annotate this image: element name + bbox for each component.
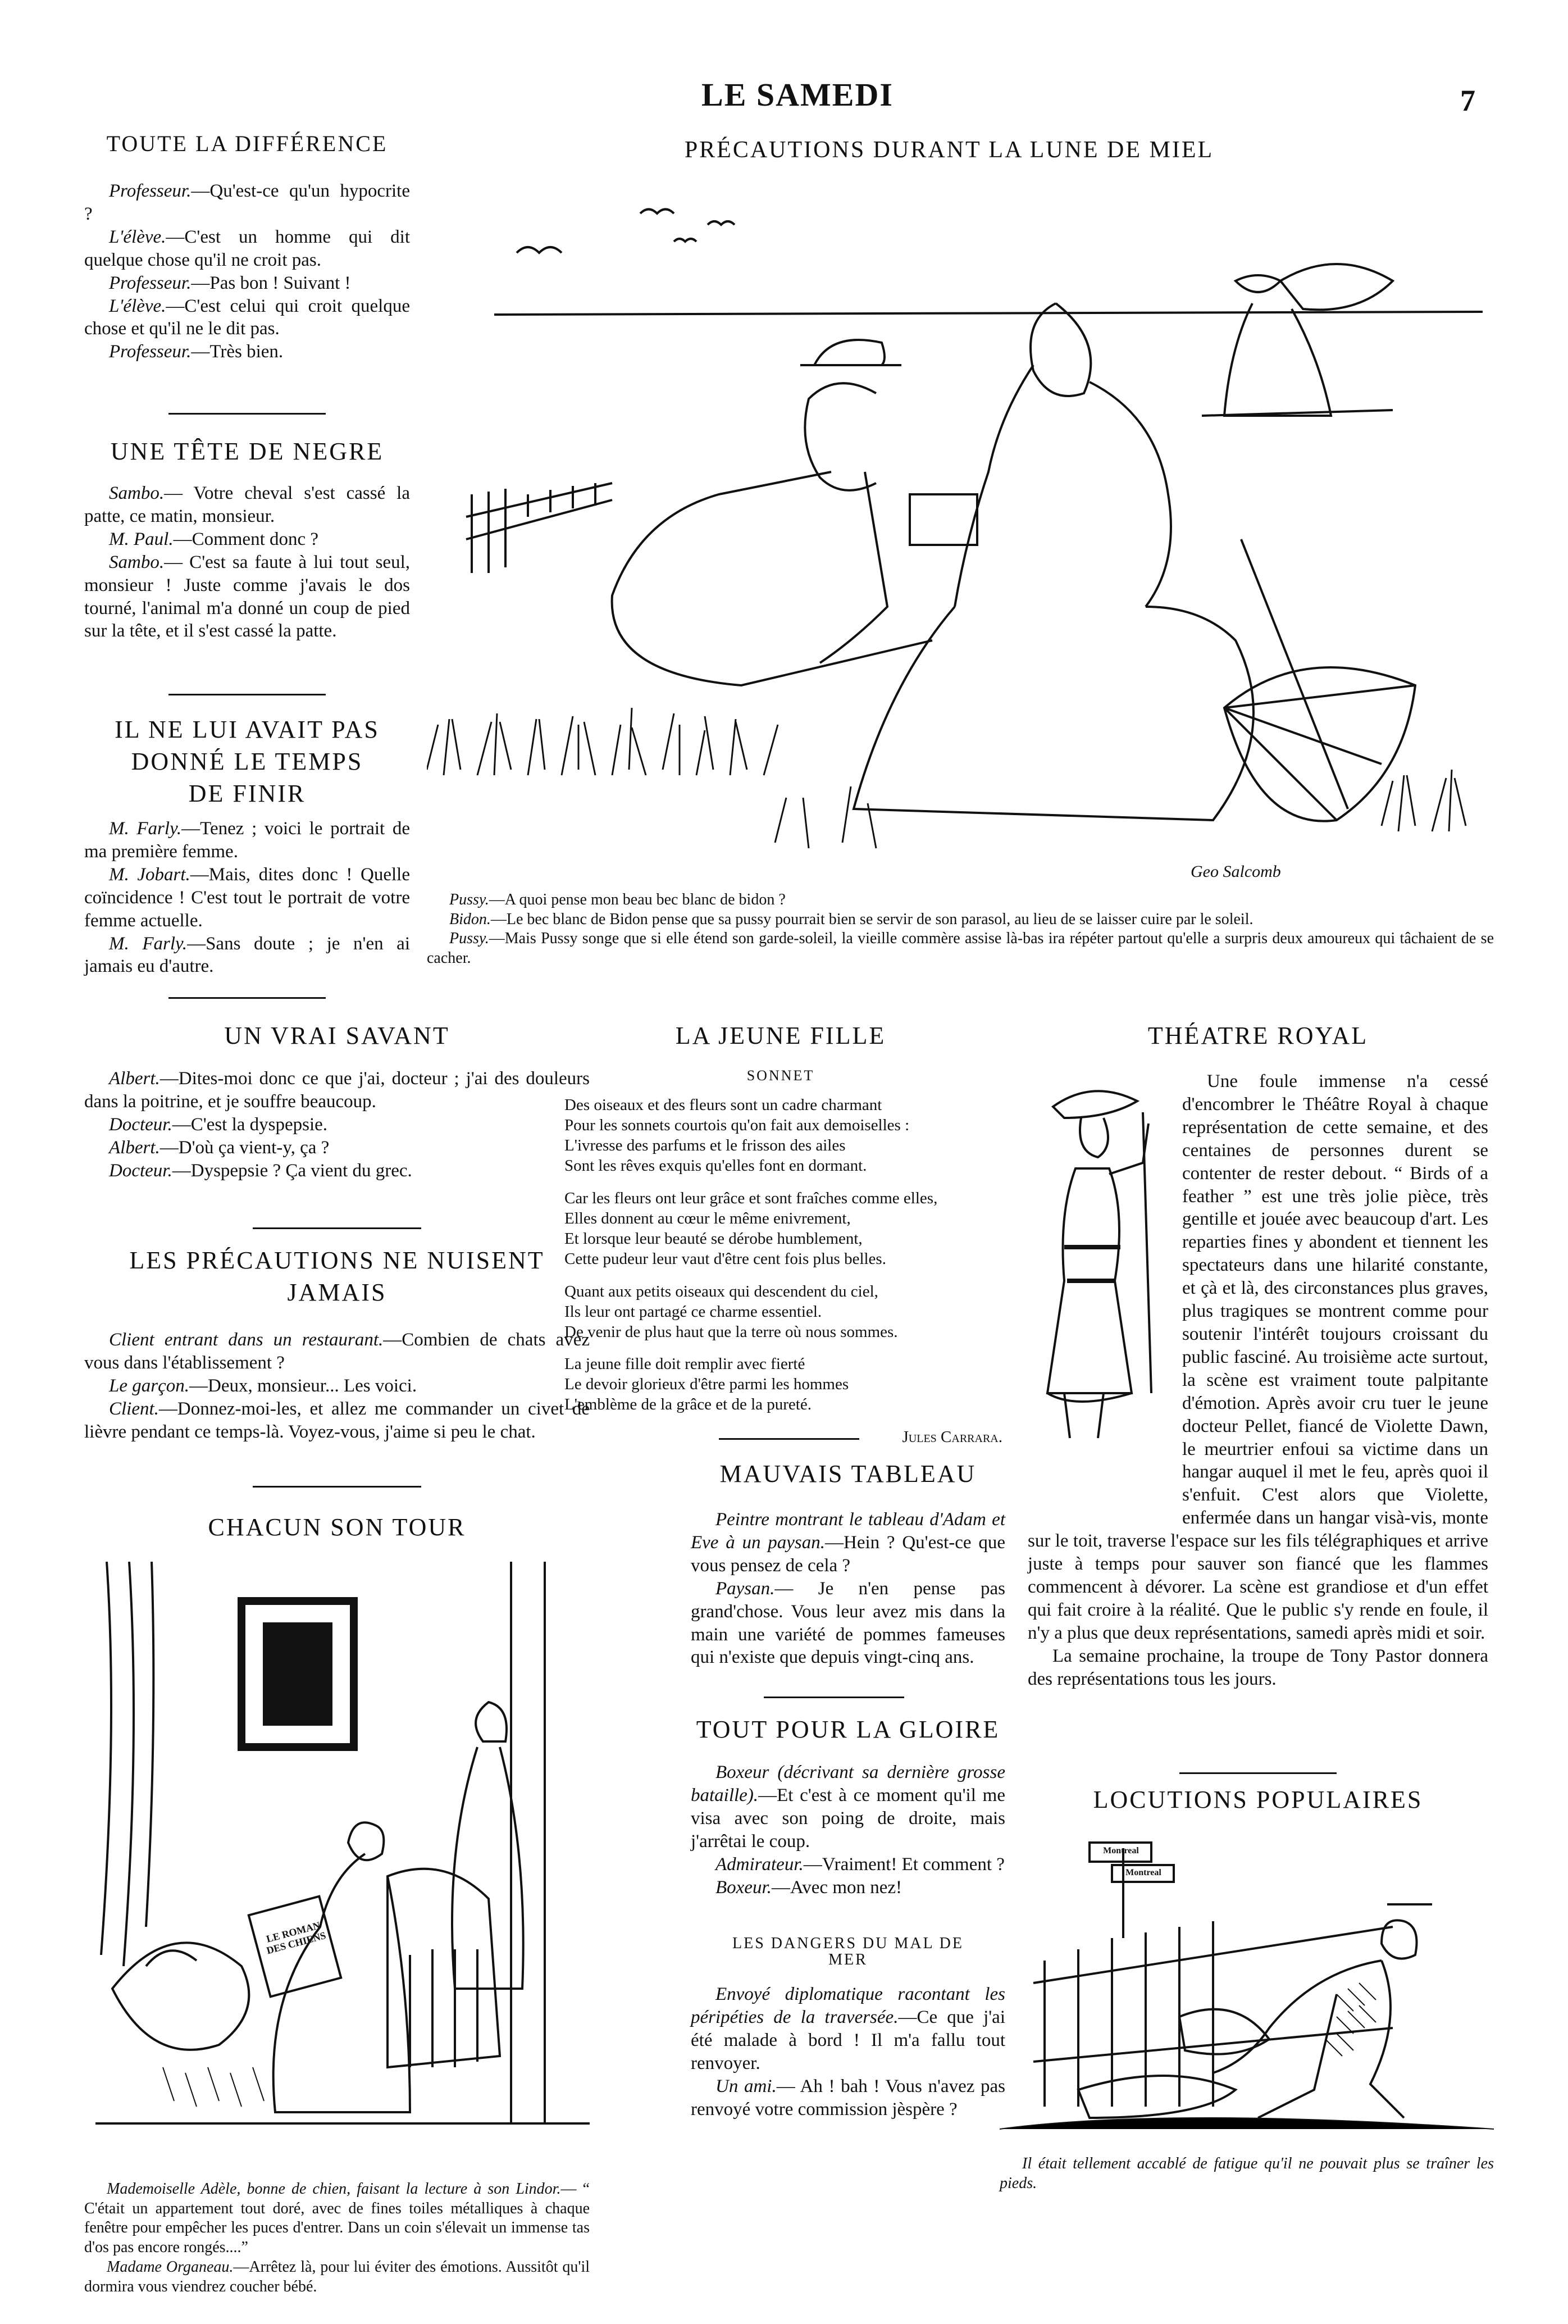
divider bbox=[764, 1697, 904, 1698]
dialogue-line: Boxeur.—Avec mon nez! bbox=[715, 1877, 902, 1898]
dialogue-line: Professeur.—Pas bon ! Suivant ! bbox=[109, 272, 351, 293]
heading-precautions-nuisent: LES PRÉCAUTIONS NE NUISENT JAMAIS bbox=[129, 1247, 545, 1307]
dialogue-line: Sambo.— C'est sa faute à lui tout seul, monsieur ! Juste comme j'avais le dos tourné, l'animal m'a donné un coup de pied sur la tête, et il s'est cassé la patte. bbox=[84, 552, 410, 642]
illustration-locutions bbox=[1000, 1826, 1494, 2140]
heading-precautions-lune-de-miel: PRÉCAUTIONS DURANT LA LUNE DE MIEL bbox=[684, 137, 1214, 163]
paragraph: La semaine prochaine, la troupe de Tony Pastor donnera des représentations tous les jours. bbox=[1028, 1645, 1488, 1689]
dialogue-line: Envoyé diplomatique racontant les péripéties de la traversée.—Ce que j'ai été malade à bord ! Il m'a fallu tout renvoyer. bbox=[691, 1984, 1005, 2073]
caption-honeymoon bbox=[427, 890, 1494, 968]
poem-author: Jules Carrara. bbox=[902, 1428, 1002, 1447]
dialogue-line: M. Farly.—Sans doute ; je n'en ai jamais eu d'autre. bbox=[84, 933, 410, 977]
heading-la-jeune-fille: LA JEUNE FILLE bbox=[675, 1022, 886, 1049]
dialogue-line: Docteur.—Dyspepsie ? Ça vient du grec. bbox=[109, 1160, 412, 1181]
article-il-ne-lui bbox=[84, 817, 410, 978]
dialogue-line: Albert.—Dites-moi donc ce que j'ai, docteur ; j'ai des douleurs dans la poitrine, et je souffre beaucoup. bbox=[84, 1068, 590, 1112]
heading-locutions-populaires: LOCUTIONS POPULAIRES bbox=[1093, 1786, 1423, 1813]
caption-line: Bidon.—Le bec blanc de Bidon pense que sa pussy pourrait bien se servir de son parasol, au lieu de se laisser cuire par le soleil. bbox=[449, 910, 1254, 928]
dialogue-line: Professeur.—Très bien. bbox=[109, 342, 284, 362]
dialogue-line: Client entrant dans un restaurant.—Combien de chats avez vous dans l'établissement ? bbox=[84, 1330, 590, 1373]
dialogue-line: Admirateur.—Vraiment! Et comment ? bbox=[715, 1854, 1005, 1875]
caption-line: Pussy.—Mais Pussy songe que si elle étend son garde-soleil, la vieille commère assise là-bas ira répéter partout qu'elle a surpris deux amoureux qui tâchaient de se cacher. bbox=[427, 930, 1494, 967]
sign-post-label: Montreal bbox=[1125, 1868, 1161, 1877]
dialogue-line: Peintre montrant le tableau d'Adam et Eve à un paysan.—Hein ? Qu'est-ce que vous pensez de cela ? bbox=[691, 1509, 1005, 1576]
dialogue-line: Professeur.—Qu'est-ce qu'un hypocrite ? bbox=[84, 181, 410, 224]
illustration-chacun-son-tour bbox=[95, 1562, 590, 2168]
divider bbox=[1179, 1772, 1337, 1774]
dialogue-line: M. Paul.—Comment donc ? bbox=[109, 529, 319, 549]
dialogue-line: Un ami.— Ah ! bah ! Vous n'avez pas renvoyé votre commission jèspère ? bbox=[691, 2076, 1005, 2120]
article-toute-la-difference bbox=[84, 180, 410, 363]
stanza: Quant aux petits oiseaux qui descendent du ciel, Ils leur ont partagé ce charme essentiel. De venir de plus haut que la terre où nous sommes. bbox=[564, 1282, 898, 1341]
dialogue-line: Sambo.— Votre cheval s'est cassé la patte, ce matin, monsieur. bbox=[84, 483, 410, 526]
dialogue-line: Le garçon.—Deux, monsieur... Les voici. bbox=[109, 1375, 417, 1396]
article-dangers-mal-de-mer bbox=[691, 1983, 1005, 2121]
sign-post-label: Montreal bbox=[1103, 1846, 1139, 1855]
dialogue-line: Paysan.— Je n'en pense pas grand'chose. Vous leur avez mis dans la main une variété de pommes fameuses qui n'existe que depuis vingt-cinq ans. bbox=[691, 1578, 1005, 1668]
divider bbox=[253, 1227, 421, 1229]
article-precautions-nuisent bbox=[84, 1329, 590, 1444]
heading-une-tete-de-negre: UNE TÊTE DE NEGRE bbox=[110, 438, 384, 465]
article-mauvais-tableau bbox=[691, 1508, 1005, 1669]
masthead: LE SAMEDI bbox=[701, 76, 894, 113]
stanza: La jeune fille doit remplir avec fierté Le devoir glorieux d'être parmi les hommes L'emblème de la grâce et de la pureté. bbox=[564, 1355, 849, 1414]
divider bbox=[253, 1486, 421, 1488]
paragraph: Une foule immense n'a cessé d'encombrer le Théâtre Royal à chaque représentation de cette semaine, et des centaines de personnes durent se contenter de rester debout. “ Birds of a feather ” est une très jolie pièce, très gentille et jouée avec beaucoup d'art. Les reparties fines y abondent et tiennent les spectateurs dans une hilarité constante, et çà et là, des circonstances plus graves, plus tragiques se montrent comme pour soutenir l'intérêt toujours croissant du public fasciné. Au troisième acte surtout, la scène est vraiment toute palpitante d'émotion. Après avoir cru tuer le jeune docteur Pellet, fiancé de Violette Dawn, le meurtrier enfoui sa victime dans un hangar auquel il met le feu, après quoi il s'enfuit. C'est alors que Violette, enfermée dans un hangar visà-vis, monte sur le toit, traverse l'espace sur les fils télégraphiques et arrive juste à temps pour sauver son fiancé que les flammes commencent à dévorer. La scène est grandiose et d'un effet qui fait croire à la réalité. Que le public s'y rende en foule, il n'y a plus que deux représentations, samedi après midi et soir. bbox=[1028, 1071, 1488, 1643]
heading-theatre-royal: THÉATRE ROYAL bbox=[1147, 1022, 1369, 1049]
divider bbox=[168, 413, 326, 415]
heading-chacun-son-tour: CHACUN SON TOUR bbox=[208, 1513, 466, 1541]
heading-toute-la-difference: TOUTE LA DIFFÉRENCE bbox=[106, 131, 388, 156]
caption-line: Pussy.—A quoi pense mon beau bec blanc de bidon ? bbox=[449, 891, 786, 908]
poem-subtitle: SONNET bbox=[746, 1067, 815, 1084]
stanza: Des oiseaux et des fleurs sont un cadre charmant Pour les sonnets courtois qu'on fait aux demoiselles : L'ivresse des parfums et le frisson des ailes Sont les rêves exquis qu'elles font en dormant. bbox=[564, 1096, 910, 1175]
heading-tout-pour-la-gloire: TOUT POUR LA GLOIRE bbox=[696, 1716, 1000, 1743]
caption-line: Il était tellement accablé de fatigue qu'il ne pouvait plus se traîner les pieds. bbox=[1000, 2155, 1494, 2192]
article-theatre-royal bbox=[1028, 1070, 1488, 1690]
article-une-tete-de-negre bbox=[84, 482, 410, 643]
dialogue-line: L'élève.—C'est celui qui croit quelque chose et qu'il ne le dit pas. bbox=[84, 295, 410, 339]
dialogue-line: Docteur.—C'est la dyspepsie. bbox=[109, 1114, 328, 1135]
divider bbox=[719, 1438, 859, 1440]
stanza: Car les fleurs ont leur grâce et sont fraîches comme elles, Elles donnent au cœur le même enivrement, Et lorsque leur beauté se dérobe humblement, Cette pudeur leur vaut d'être cent fois plus belles. bbox=[564, 1189, 938, 1268]
dialogue-line: L'élève.—C'est un homme qui dit quelque chose qu'il ne croit pas. bbox=[84, 226, 410, 270]
dialogue-line: M. Farly.—Tenez ; voici le portrait de ma première femme. bbox=[84, 818, 411, 862]
poem-la-jeune-fille bbox=[564, 1095, 1002, 1448]
artist-signature: Geo Salcomb bbox=[1191, 862, 1281, 881]
article-un-vrai-savant bbox=[84, 1067, 590, 1183]
heading-il-ne-lui: IL NE LUI AVAIT PAS DONNÉ LE TEMPS DE FINIR bbox=[115, 716, 380, 808]
dialogue-line: Boxeur (décrivant sa dernière grosse bataille).—Et c'est à ce moment qu'il me visa avec son poing de droite, mais j'arrêtai le coup. bbox=[691, 1762, 1005, 1852]
caption-line: Madame Organeau.—Arrêtez là, pour lui éviter des émotions. Aussitôt qu'il dormira vous viendrez coucher bébé. bbox=[84, 2258, 590, 2295]
article-tout-pour-la-gloire bbox=[691, 1761, 1005, 1899]
caption-line: Mademoiselle Adèle, bonne de chien, faisant la lecture à son Lindor.— “ C'était un appartement tout doré, avec de fines toiles métalliques à chaque fenêtre pour empêcher les puces d'entrer. Dans un coin s'élevait un immense tas d'os pas encore rongés....” bbox=[84, 2180, 590, 2257]
divider bbox=[168, 997, 326, 999]
caption-chacun-son-tour bbox=[84, 2180, 590, 2296]
page-number: 7 bbox=[1460, 84, 1475, 117]
caption-locutions bbox=[1000, 2154, 1494, 2193]
dialogue-line: M. Jobart.—Mais, dites donc ! Quelle coïncidence ! C'est tout le portrait de votre femme actuelle. bbox=[84, 864, 410, 931]
heading-dangers-mal-de-mer: LES DANGERS DU MAL DE MER bbox=[732, 1935, 964, 1969]
dialogue-line: Albert.—D'où ça vient-y, ça ? bbox=[109, 1137, 330, 1158]
book-title: LE ROMAN DES CHIENS bbox=[265, 1919, 327, 1957]
heading-un-vrai-savant: UN VRAI SAVANT bbox=[224, 1022, 450, 1049]
heading-mauvais-tableau: MAUVAIS TABLEAU bbox=[719, 1460, 977, 1488]
illustration-honeymoon bbox=[427, 180, 1494, 882]
dialogue-line: Client.—Donnez-moi-les, et allez me commander un civet de lièvre pendant ce temps-là. Voyez-vous, j'aime si peu le chat. bbox=[84, 1398, 590, 1442]
divider bbox=[168, 694, 326, 695]
